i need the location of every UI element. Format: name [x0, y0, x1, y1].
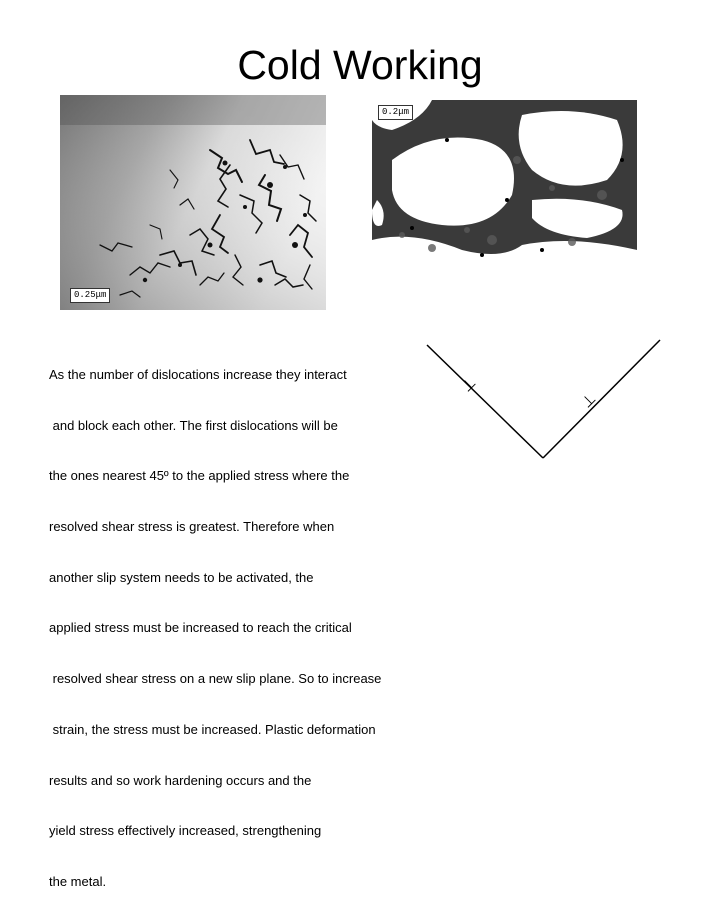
body-line: As the number of dislocations increase they interact: [49, 366, 347, 382]
slip-plane-line-left: [427, 345, 543, 458]
body-line: resolved shear stress is greatest. Therefore when: [49, 518, 335, 534]
body-line: the metal.: [49, 874, 107, 889]
slide-title: Cold Working: [237, 42, 483, 88]
body-line: another slip system needs to be activated, the: [49, 569, 314, 585]
body-line: and block each other. The first dislocations will be: [49, 417, 338, 433]
body-line: strain, the stress must be increased. Plastic deformation: [49, 721, 376, 737]
scale-bar-right: 0.2μm: [378, 105, 413, 120]
scale-bar-left: 0.25μm: [70, 288, 110, 303]
body-line: resolved shear stress on a new slip plane. So to increase: [49, 671, 382, 687]
body-line: applied stress must be increased to reach the critical: [49, 620, 352, 636]
body-line: the ones nearest 45º to the applied stress where the: [49, 468, 350, 484]
dislocation-symbol-right: ⊥: [577, 389, 600, 412]
body-line: yield stress effectively increased, strengthening: [49, 823, 322, 839]
body-line: results and so work hardening occurs and the: [49, 772, 312, 788]
dislocation-symbol-left: ⊥: [457, 373, 480, 396]
slip-plane-line-right: [543, 340, 660, 458]
